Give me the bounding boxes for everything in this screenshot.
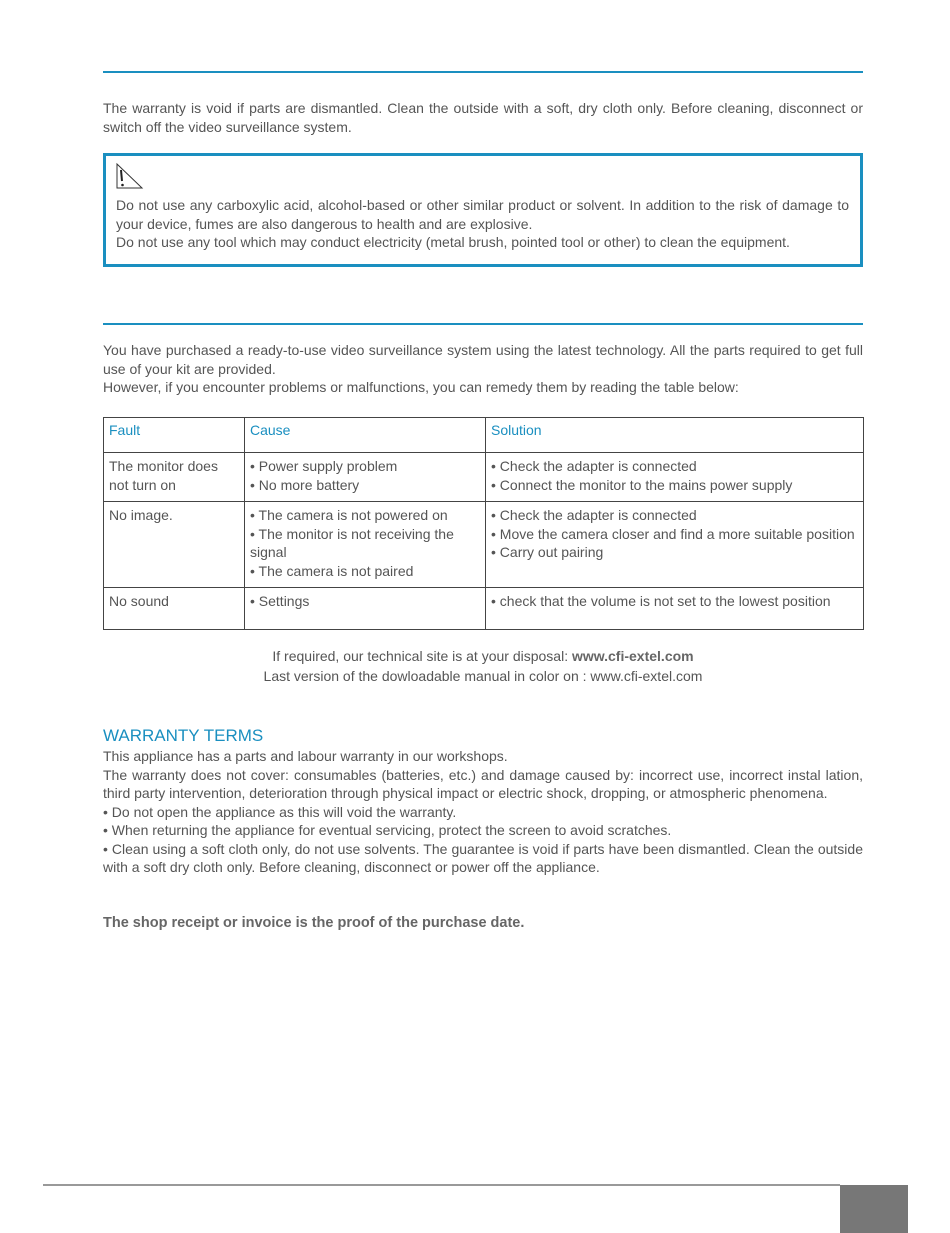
solution-item: • Connect the monitor to the mains power supply: [491, 476, 793, 493]
header-cause: Cause: [245, 418, 486, 453]
warning-line: Do not use any carboxylic acid, alcohol-based or other similar product or solvent. In addition to the risk of damage to your device, fumes are also dangerous to health and are explosive.: [116, 197, 849, 232]
section-divider: [103, 71, 863, 73]
cause-cell: [245, 453, 486, 502]
intro-line: You have purchased a ready-to-use video surveillance system using the latest technology. All the parts required to get full use of your kit are provided.: [103, 342, 863, 377]
cause-cell: [245, 502, 486, 588]
solution-cell: [486, 502, 864, 588]
solution-item: • check that the volume is not set to the lowest position: [491, 593, 831, 609]
fault-cell: No sound: [104, 588, 245, 630]
warning-triangle-icon: [114, 162, 144, 190]
support-link[interactable]: www.cfi-extel.com: [571, 648, 694, 664]
fault-cell: The monitor does not turn on: [104, 453, 245, 502]
footer-divider: [43, 1184, 840, 1186]
support-text: If required, our technical site is at your disposal:: [272, 648, 572, 664]
table-header-row: [104, 418, 864, 453]
troubleshooting-intro: [103, 341, 863, 397]
maintenance-text: The warranty is void if parts are dismantled. Clean the outside with a soft, dry cloth only. Before cleaning, disconnect or switch off the video surveillance system.: [103, 100, 863, 135]
troubleshooting-table: [103, 417, 864, 630]
warranty-line: • Do not open the appliance as this will void the warranty.: [103, 803, 457, 820]
warranty-title: WARRANTY TERMS: [103, 726, 264, 745]
cause-item: • The camera is not powered on: [250, 507, 448, 523]
support-line: [103, 646, 863, 666]
solution-item: • Move the camera closer and find a more suitable position: [491, 525, 855, 542]
solution-cell: [486, 588, 864, 630]
solution-item: • Carry out pairing: [491, 544, 604, 560]
cause-cell: [245, 588, 486, 630]
header-solution: Solution: [486, 418, 864, 453]
cause-item: • Power supply problem: [250, 458, 398, 474]
header-fault: Fault: [104, 418, 245, 453]
section-divider: [103, 323, 863, 325]
cause-item: • No more battery: [250, 476, 360, 493]
warning-box: [103, 153, 863, 267]
warranty-line: This appliance has a parts and labour warranty in our workshops.: [103, 748, 508, 764]
cause-item: • The monitor is not receiving the signal: [250, 525, 454, 560]
solution-cell: [486, 453, 864, 502]
table-row: [104, 453, 864, 502]
intro-line: However, if you encounter problems or malfunctions, you can remedy them by reading the table below:: [103, 379, 739, 395]
cause-item: • The camera is not paired: [250, 562, 414, 579]
cause-item: • Settings: [250, 593, 310, 609]
fault-cell: No image.: [104, 502, 245, 588]
warranty-line: • When returning the appliance for eventual servicing, protect the screen to avoid scratches.: [103, 822, 672, 838]
table-row: [104, 502, 864, 588]
solution-item: • Check the adapter is connected: [491, 458, 697, 474]
manual-line: Last version of the dowloadable manual in color on : www.cfi-extel.com: [263, 668, 703, 684]
warranty-text: [103, 747, 863, 877]
solution-item: • Check the adapter is connected: [491, 507, 697, 523]
table-row: [104, 588, 864, 630]
warranty-line: • Clean using a soft cloth only, do not use solvents. The guarantee is void if parts have been dismantled. Clean the outside with a soft dry cloth only. Before cleaning, disconnect or power off the appliance.: [103, 840, 863, 875]
proof-of-purchase: The shop receipt or invoice is the proof of the purchase date.: [103, 915, 525, 931]
warning-line: Do not use any tool which may conduct electricity (metal brush, pointed tool or other) to clean the equipment.: [116, 234, 790, 250]
page-number-box: [840, 1185, 908, 1233]
warranty-line: The warranty does not cover: consumables (batteries, etc.) and damage caused by: incorrect use, incorrect instal lation, third party intervention, deterioration through physical impact or electric shock, dropping, or atmospheric phenomena.: [103, 766, 863, 801]
